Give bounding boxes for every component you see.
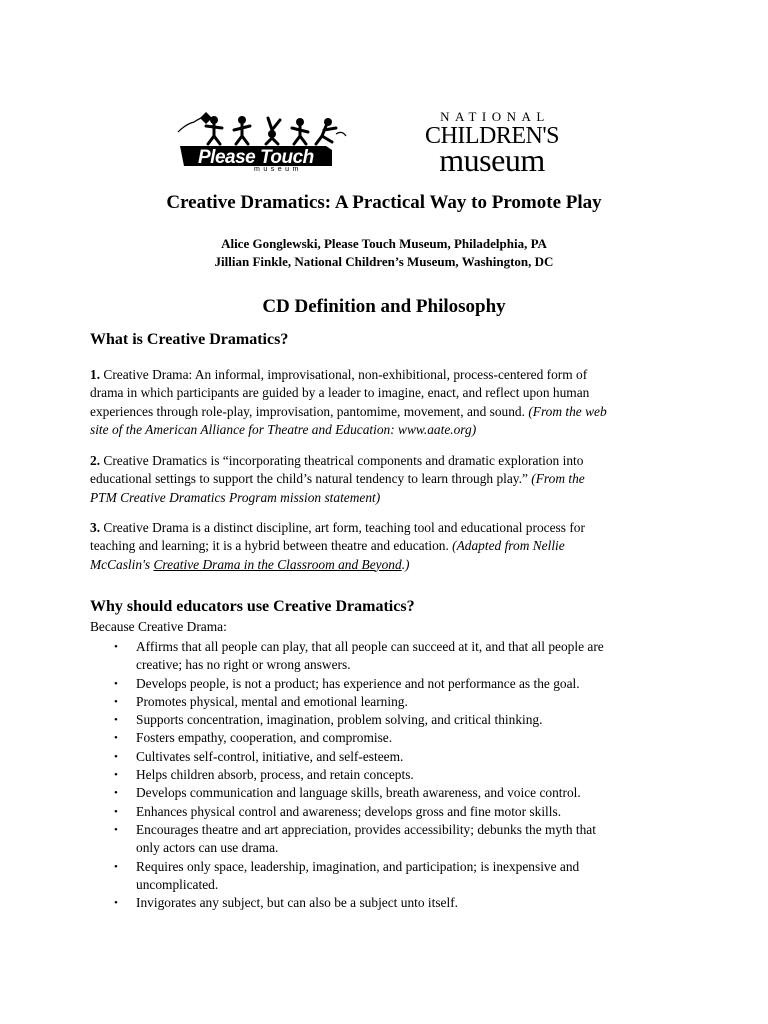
section-title: CD Definition and Philosophy [262,296,506,317]
book-title: Creative Drama in the Classroom and Beyond [153,556,402,572]
list-item [90,803,690,821]
list-item-text: Invigorates any subject, but can also be a subject unto itself. [136,895,459,911]
list-item [90,729,690,747]
ncm-museum-text: museum [439,142,545,178]
document-title: Creative Dramatics: A Practical Way to Promote Play [166,192,602,213]
list-item [90,638,690,675]
bullet-icon: • [114,805,118,818]
list-item [90,675,690,693]
list-item-text: Helps children absorb, process, and retain concepts. [136,767,414,783]
list-item-text: uncomplicated. [136,876,219,892]
why-heading: Why should educators use Creative Dramatics? [90,598,415,615]
list-item-text: Encourages theatre and art appreciation, provides accessibility; debunks the myth that [136,821,596,837]
bullet-icon: • [114,897,118,910]
definition-citation: (Adapted from Nellie [452,538,565,554]
author-line-2: Jillian Finkle, National Children’s Museum, Washington, DC [214,254,554,269]
bullet-icon: • [114,860,118,873]
list-item [90,766,690,784]
please-touch-museum-logo [176,110,351,178]
list-item [90,693,690,711]
definition-1 [90,366,690,439]
list-item-text: creative; has no right or wrong answers. [136,657,351,673]
list-item-text: Promotes physical, mental and emotional learning. [136,693,408,709]
list-item-text: Develops communication and language skills, breath awareness, and voice control. [136,785,581,801]
definition-citation: (From the web [528,403,607,419]
bullet-icon: • [114,641,118,653]
definition-text: Creative Dramatics is “incorporating theatrical components and dramatic exploration into [100,453,584,468]
list-item-text: Fosters empathy, cooperation, and compromise. [136,730,393,746]
definition-citation: (From the [531,471,585,487]
definition-text: Creative Drama is a distinct discipline, art form, teaching tool and educational process for [100,520,585,535]
author-line-1: Alice Gonglewski, Please Touch Museum, Philadelphia, PA [221,236,547,251]
bullet-icon: • [114,732,118,745]
because-lead: Because Creative Drama: [90,619,227,634]
list-item [90,821,690,858]
list-item [90,711,690,729]
bullet-icon: • [114,750,118,763]
definition-text: drama in which participants are guided by a leader to imagine, enact, and reflect upon human [90,385,590,401]
list-item-text: Requires only space, leadership, imagination, and participation; is inexpensive and [136,858,580,874]
definition-number: 3. [90,520,101,535]
bullet-icon: • [114,787,118,800]
bullet-icon: • [114,695,118,708]
bullet-icon: • [114,714,118,727]
list-item-text: Develops people, is not a product; has experience and not performance as the goal. [136,675,580,691]
bullet-icon: • [114,677,118,690]
definition-text: experiences through role-play, improvisation, pantomime, movement, and sound. [90,403,529,419]
definition-text: teaching and learning; it is a hybrid between theatre and education. [90,538,453,554]
bullet-icon: • [114,769,118,782]
list-item-text: Supports concentration, imagination, problem solving, and critical thinking. [136,712,543,728]
ncm-childrens-text: CHILDREN'S [425,123,559,149]
definition-citation: site of the American Alliance for Theatre and Education: www.aate.org) [90,421,477,437]
list-item-text: Cultivates self-control, initiative, and self-esteem. [136,748,404,764]
definition-text: Creative Drama: An informal, improvisational, non-exhibitional, process-centered form of [100,367,588,382]
list-item [90,858,690,895]
definition-3 [90,519,690,574]
list-item-text: Enhances physical control and awareness; develops gross and fine motor skills. [136,803,562,819]
benefits-list [90,638,690,912]
definition-citation: .) [401,556,410,572]
definition-citation: McCaslin's [90,556,154,572]
bullet-icon: • [114,823,118,836]
ncm-national-text: NATIONAL [440,109,550,124]
definition-text: educational settings to support the child’s natural tendency to learn through play.” [90,471,532,487]
please-touch-wordmark: Please Touch [198,147,314,168]
list-item-text: only actors can use drama. [136,840,279,856]
definition-2 [90,452,690,507]
list-item [90,784,690,802]
list-item-text: Affirms that all people can play, that all people can succeed at it, and that all people are [136,639,604,654]
list-item [90,748,690,766]
national-childrens-museum-logo [412,109,572,178]
definition-number: 2. [90,453,101,468]
what-is-heading: What is Creative Dramatics? [90,331,289,348]
definition-number: 1. [90,367,101,382]
please-touch-museum-subtitle: museum [254,166,302,173]
definition-citation: PTM Creative Dramatics Program mission statement) [90,489,381,505]
list-item [90,894,690,912]
